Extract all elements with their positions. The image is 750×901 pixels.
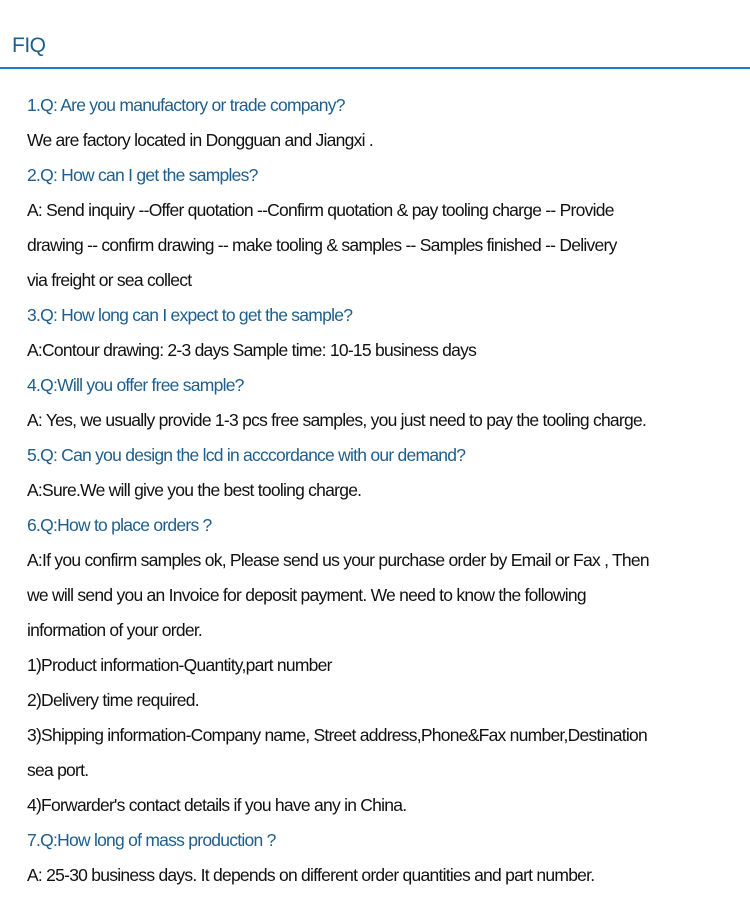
faq-answer-line: 1)Product information-Quantity,part number bbox=[27, 655, 332, 675]
faq-answer-line: A: Yes, we usually provide 1-3 pcs free samples, you just need to pay the tooling charge. bbox=[27, 410, 647, 430]
faq-question: 6.Q:How to place orders ? bbox=[27, 515, 212, 535]
faq-answer-line: A:Contour drawing: 2-3 days Sample time: 10-15 business days bbox=[27, 340, 477, 360]
faq-answer-line: A: Send inquiry --Offer quotation --Confirm quotation & pay tooling charge -- Provide bbox=[27, 200, 614, 220]
faq-answer-line: A:If you confirm samples ok, Please send us your purchase order by Email or Fax , Then bbox=[27, 550, 649, 570]
header-divider bbox=[0, 67, 750, 69]
faq-list bbox=[27, 88, 649, 893]
faq-answer-line: A:Sure.We will give you the best tooling charge. bbox=[27, 480, 362, 500]
faq-question: 5.Q: Can you design the lcd in acccordance with our demand? bbox=[27, 445, 466, 465]
faq-question: 3.Q: How long can I expect to get the sample? bbox=[27, 305, 353, 325]
faq-answer-line: via freight or sea collect bbox=[27, 270, 192, 290]
faq-answer-line: drawing -- confirm drawing -- make tooling & samples -- Samples finished -- Delivery bbox=[27, 235, 617, 255]
faq-question: 7.Q:How long of mass production ? bbox=[27, 830, 276, 850]
faq-question: 4.Q:Will you offer free sample? bbox=[27, 375, 244, 395]
faq-question: 1.Q: Are you manufactory or trade company? bbox=[27, 95, 345, 115]
page-title: FIQ bbox=[12, 34, 46, 57]
faq-answer-line: A: 25-30 business days. It depends on different order quantities and part number. bbox=[27, 865, 595, 885]
faq-answer-line: 2)Delivery time required. bbox=[27, 690, 199, 710]
faq-answer-line: 4)Forwarder's contact details if you have any in China. bbox=[27, 795, 407, 815]
faq-question: 2.Q: How can I get the samples? bbox=[27, 165, 258, 185]
faq-answer-line: we will send you an Invoice for deposit payment. We need to know the following bbox=[27, 585, 586, 605]
faq-answer-line: We are factory located in Dongguan and Jiangxi . bbox=[27, 130, 373, 150]
faq-answer-line: sea port. bbox=[27, 760, 89, 780]
faq-answer-line: 3)Shipping information-Company name, Street address,Phone&Fax number,Destination bbox=[27, 725, 647, 745]
faq-answer-line: information of your order. bbox=[27, 620, 203, 640]
